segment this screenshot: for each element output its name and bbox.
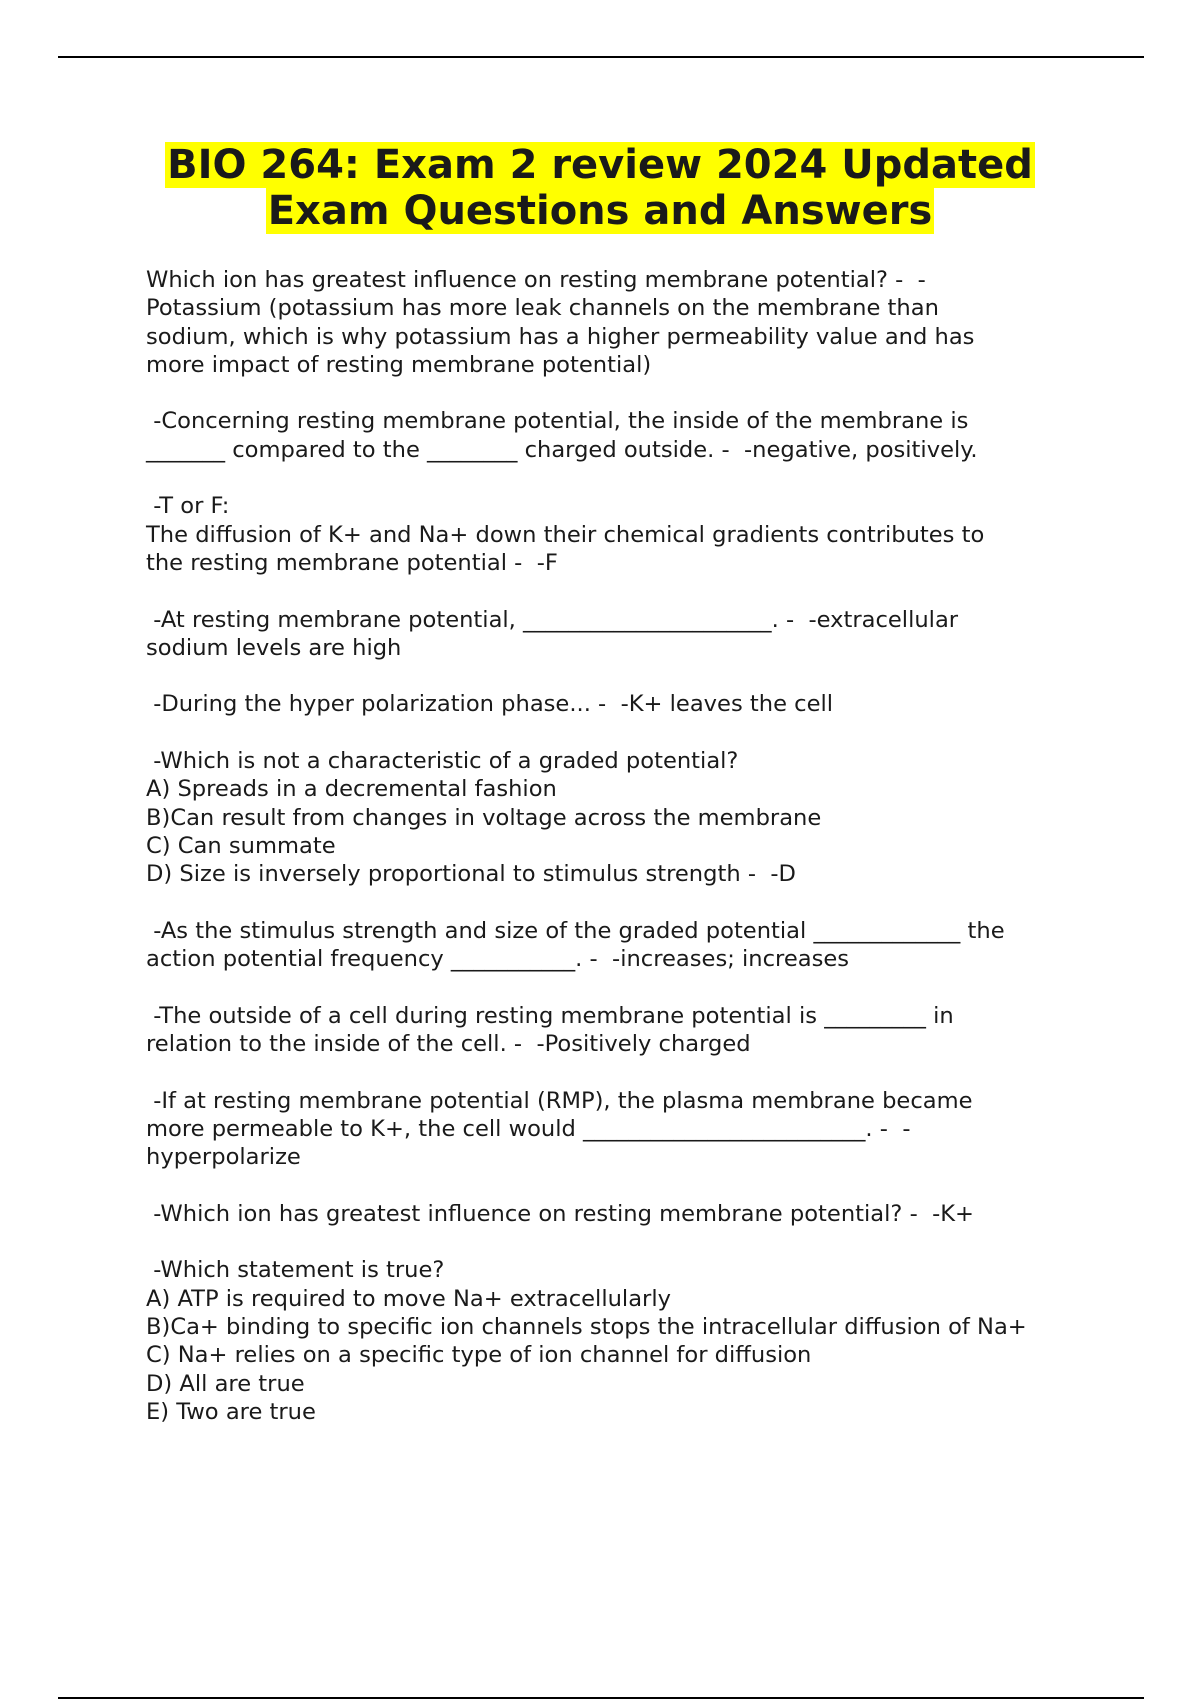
- header-rule: [58, 56, 1144, 58]
- question-list: [146, 266, 1106, 1454]
- document-title: [0, 142, 1200, 234]
- question-item: -If at resting membrane potential (RMP), the plasma membrane became more permeable to K+, the cell would _________________________. - - hyperpolarize: [146, 1087, 973, 1171]
- question-item: -The outside of a cell during resting membrane potential is _________ in relation to the inside of the cell. - -Positively charged: [146, 1002, 954, 1058]
- question-item: -As the stimulus strength and size of the graded potential _____________ the action potential frequency ___________. - -increases; increases: [146, 917, 1005, 973]
- question-item: -At resting membrane potential, ______________________. - -extracellular sodium levels are high: [146, 606, 959, 661]
- footer-rule: [58, 1697, 1144, 1699]
- question-item: -Which statement is true? A) ATP is required to move Na+ extracellularly B)Ca+ binding to specific ion channels stops the intracellular diffusion of Na+ C) Na+ relies on a specific type of ion channel for diffusion D) All are true E) Two are true: [146, 1257, 1027, 1425]
- question-item: -Which ion has greatest influence on resting membrane potential? - -K+: [146, 1200, 974, 1227]
- title-line-2: Exam Questions and Answers: [267, 188, 933, 234]
- question-item: -T or F: The diffusion of K+ and Na+ down their chemical gradients contributes to the resting membrane potential - -F: [146, 493, 985, 576]
- question-item: Which ion has greatest influence on resting membrane potential? - - Potassium (potassium has more leak channels on the membrane than sodium, which is why potassium has a higher permeability value and has more impact of resting membrane potential): [146, 267, 975, 378]
- title-line-1: BIO 264: Exam 2 review 2024 Updated: [167, 142, 1033, 188]
- question-item: -During the hyper polarization phase... - -K+ leaves the cell: [146, 691, 834, 718]
- question-item: -Concerning resting membrane potential, the inside of the membrane is _______ compared to the ________ charged outside. - -negative, positively.: [146, 408, 978, 463]
- question-item: -Which is not a characteristic of a graded potential? A) Spreads in a decremental fashion B)Can result from changes in voltage across the membrane C) Can summate D) Size is inversely proportional to stimulus strength - -D: [146, 748, 822, 888]
